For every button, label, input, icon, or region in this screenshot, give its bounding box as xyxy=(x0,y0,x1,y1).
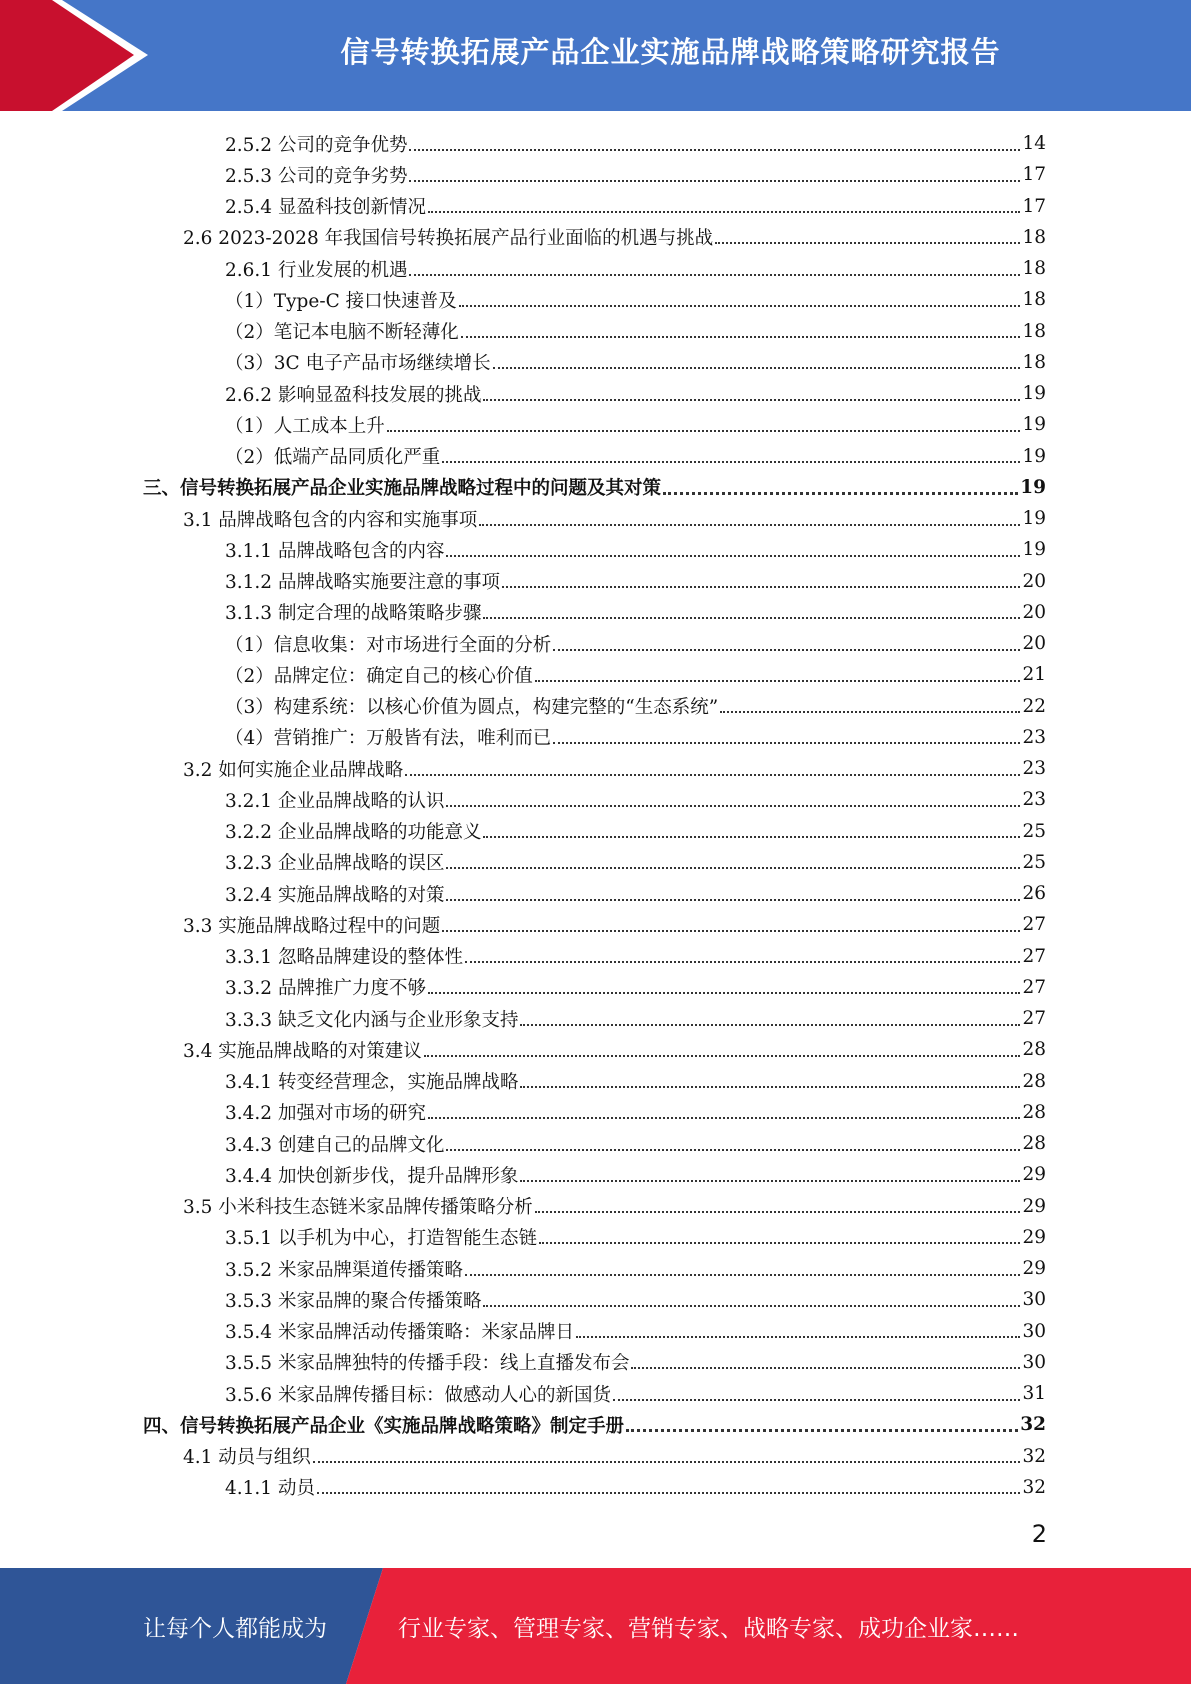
toc-leader-dots xyxy=(502,586,1020,588)
toc-entry[interactable] xyxy=(183,503,1046,534)
toc-leader-dots xyxy=(409,180,1020,182)
toc-entry[interactable] xyxy=(225,628,1046,659)
toc-leader-dots xyxy=(613,1399,1020,1401)
toc-entry-page: 32 xyxy=(1022,1445,1046,1467)
toc-entry-title: 3.5.1 以手机为中心，打造智能生态链 xyxy=(225,1228,537,1250)
toc-entry-title: （2）品牌定位：确定自己的核心价值 xyxy=(225,665,533,687)
toc-leader-dots xyxy=(483,836,1020,838)
toc-entry[interactable] xyxy=(225,1316,1046,1347)
toc-entry[interactable] xyxy=(225,566,1046,597)
toc-entry-page: 14 xyxy=(1022,133,1046,154)
toc-entry-page: 19 xyxy=(1020,476,1046,498)
toc-entry-page: 27 xyxy=(1022,914,1046,936)
toc-leader-dots xyxy=(535,1211,1021,1213)
toc-entry-page: 27 xyxy=(1022,1008,1046,1029)
toc-entry-title: 3.4 实施品牌战略的对策建议 xyxy=(183,1040,422,1062)
toc-entry-title: 3.2.3 企业品牌战略的误区 xyxy=(225,853,445,875)
toc-entry[interactable] xyxy=(225,1159,1046,1190)
toc-entry[interactable] xyxy=(225,784,1046,815)
toc-entry-title: （2）笔记本电脑不断轻薄化 xyxy=(225,322,459,343)
toc-entry-title: 3.1.1 品牌战略包含的内容 xyxy=(225,540,445,562)
toc-entry[interactable] xyxy=(225,1472,1046,1503)
toc-entry-title: 3.3 实施品牌战略过程中的问题 xyxy=(183,915,441,937)
toc-entry-page: 32 xyxy=(1020,1414,1046,1436)
header-arrow-decoration xyxy=(0,0,160,111)
toc-leader-dots xyxy=(409,149,1020,151)
toc-entry-page: 28 xyxy=(1022,1070,1046,1092)
toc-entry[interactable] xyxy=(225,378,1046,409)
toc-entry[interactable] xyxy=(225,1253,1046,1284)
toc-entry[interactable] xyxy=(225,1003,1046,1034)
toc-leader-dots xyxy=(483,399,1020,401)
toc-leader-dots xyxy=(313,1461,1021,1463)
toc-entry-title: 3.4.1 转变经营理念，实施品牌战略 xyxy=(225,1072,519,1093)
toc-entry[interactable] xyxy=(225,941,1046,972)
toc-entry-page: 17 xyxy=(1022,164,1046,186)
toc-leader-dots xyxy=(663,492,1018,495)
toc-leader-dots xyxy=(483,617,1020,619)
toc-entry-page: 30 xyxy=(1022,1320,1046,1342)
toc-entry-title: 3.3.2 品牌推广力度不够 xyxy=(225,978,426,1000)
toc-entry[interactable] xyxy=(225,972,1046,1003)
toc-entry[interactable] xyxy=(183,1441,1046,1472)
toc-entry-title: （1）Type-C 接口快速普及 xyxy=(225,290,457,312)
toc-entry-title: 3.2.1 企业品牌战略的认识 xyxy=(225,790,445,812)
toc-entry-title: （2）低端产品同质化严重 xyxy=(225,447,441,468)
toc-entry-page: 20 xyxy=(1022,601,1046,623)
toc-entry-title: 3.5.2 米家品牌渠道传播策略 xyxy=(225,1259,463,1281)
toc-entry-title: 3.2.2 企业品牌战略的功能意义 xyxy=(225,822,482,843)
document-title: 信号转换拓展产品企业实施品牌战略策略研究报告 xyxy=(340,34,1001,69)
toc-entry-title: 4.1.1 动员 xyxy=(225,1478,315,1500)
toc-entry[interactable] xyxy=(225,1222,1046,1253)
toc-entry-page: 25 xyxy=(1022,851,1046,873)
toc-entry-page: 26 xyxy=(1022,883,1046,904)
toc-entry-title: （1）人工成本上升 xyxy=(225,415,385,437)
toc-leader-dots xyxy=(465,1274,1020,1276)
toc-entry[interactable] xyxy=(225,597,1046,628)
toc-leader-dots xyxy=(520,1180,1020,1182)
toc-entry-page: 18 xyxy=(1022,258,1046,279)
toc-leader-dots xyxy=(446,867,1020,869)
toc-leader-dots xyxy=(539,1242,1020,1244)
toc-leader-dots xyxy=(442,930,1020,932)
toc-entry-page: 20 xyxy=(1022,570,1046,592)
toc-entry[interactable] xyxy=(225,1066,1046,1097)
toc-entry-page: 23 xyxy=(1022,789,1046,811)
toc-entry[interactable] xyxy=(225,816,1046,847)
toc-leader-dots xyxy=(387,430,1021,432)
footer-slogan-left: 让每个人都能成为 xyxy=(143,1615,327,1642)
toc-leader-dots xyxy=(576,1336,1020,1338)
toc-entry[interactable] xyxy=(225,1284,1046,1315)
toc-entry[interactable] xyxy=(225,847,1046,878)
toc-entry-title: 2.5.4 显盈科技创新情况 xyxy=(225,197,426,218)
toc-entry[interactable] xyxy=(183,1191,1046,1222)
toc-leader-dots xyxy=(535,680,1021,682)
toc-leader-dots xyxy=(553,742,1020,744)
toc-entry-page: 30 xyxy=(1022,1351,1046,1373)
toc-leader-dots xyxy=(520,1086,1020,1088)
toc-entry[interactable] xyxy=(225,409,1046,440)
toc-entry-title: 4.1 动员与组织 xyxy=(183,1447,311,1468)
toc-entry-title: （3）构建系统：以核心价值为圆点，构建完整的“生态系统” xyxy=(225,697,719,718)
toc-entry[interactable] xyxy=(225,534,1046,565)
toc-entry-title: 2.5.2 公司的竞争优势 xyxy=(225,134,408,156)
toc-entry[interactable] xyxy=(225,878,1046,909)
toc-entry[interactable] xyxy=(225,159,1046,190)
toc-leader-dots xyxy=(459,305,1021,307)
toc-entry[interactable] xyxy=(183,1034,1046,1065)
toc-leader-dots xyxy=(446,899,1020,901)
toc-leader-dots xyxy=(461,336,1021,338)
toc-entry[interactable] xyxy=(225,284,1046,315)
toc-entry-page: 27 xyxy=(1022,976,1046,998)
toc-entry-page: 23 xyxy=(1022,726,1046,748)
toc-leader-dots xyxy=(626,1429,1018,1432)
toc-entry-title: 3.1.2 品牌战略实施要注意的事项 xyxy=(225,572,500,593)
toc-entry-title: 3.5.5 米家品牌独特的传播手段：线上直播发布会 xyxy=(225,1353,630,1375)
toc-entry-page: 28 xyxy=(1022,1133,1046,1154)
toc-leader-dots xyxy=(553,649,1020,651)
toc-entry-page: 25 xyxy=(1022,820,1046,842)
toc-entry-page: 20 xyxy=(1022,633,1046,654)
toc-leader-dots xyxy=(720,711,1020,713)
toc-entry-title: 3.3.3 缺乏文化内涵与企业形象支持 xyxy=(225,1009,519,1031)
toc-leader-dots xyxy=(317,1492,1021,1494)
toc-entry[interactable] xyxy=(225,1347,1046,1378)
toc-entry-title: 2.6 2023-2028 年我国信号转换拓展产品行业面临的机遇与挑战 xyxy=(183,228,714,250)
toc-leader-dots xyxy=(446,1149,1020,1151)
toc-leader-dots xyxy=(446,555,1020,557)
toc-entry-page: 19 xyxy=(1022,508,1046,529)
toc-entry-title: （1）信息收集：对市场进行全面的分析 xyxy=(225,634,552,656)
toc-entry-title: 3.4.3 创建自己的品牌文化 xyxy=(225,1134,445,1156)
toc-leader-dots xyxy=(465,961,1020,963)
toc-entry-page: 22 xyxy=(1022,695,1046,717)
toc-entry[interactable] xyxy=(143,472,1046,503)
toc-leader-dots xyxy=(446,805,1020,807)
footer-band xyxy=(0,1568,1191,1684)
toc-entry[interactable] xyxy=(225,128,1046,159)
toc-entry-title: 3.5.3 米家品牌的聚合传播策略 xyxy=(225,1290,482,1312)
toc-entry-page: 29 xyxy=(1022,1195,1046,1217)
toc-entry-title: （4）营销推广：万般皆有法，唯利而已 xyxy=(225,728,552,750)
toc-leader-dots xyxy=(520,1024,1020,1026)
toc-entry[interactable] xyxy=(225,316,1046,347)
toc-leader-dots xyxy=(405,774,1020,776)
toc-entry-page: 29 xyxy=(1022,1258,1046,1279)
toc-entry[interactable] xyxy=(183,222,1046,253)
toc-entry-page: 18 xyxy=(1022,320,1046,342)
toc-entry-title: 2.6.1 行业发展的机遇 xyxy=(225,259,408,281)
toc-entry[interactable] xyxy=(225,253,1046,284)
toc-entry-title: 3.5 小米科技生态链米家品牌传播策略分析 xyxy=(183,1197,533,1218)
toc-entry[interactable] xyxy=(183,753,1046,784)
toc-entry-page: 21 xyxy=(1022,664,1046,686)
toc-entry-page: 19 xyxy=(1022,445,1046,467)
toc-entry-title: 3.1.3 制定合理的战略策略步骤 xyxy=(225,603,482,625)
toc-entry-page: 18 xyxy=(1022,351,1046,373)
toc-entry-page: 19 xyxy=(1022,414,1046,436)
toc-entry-page: 18 xyxy=(1022,226,1046,248)
toc-entry-page: 17 xyxy=(1022,195,1046,217)
toc-entry-title: 3.4.2 加强对市场的研究 xyxy=(225,1103,426,1125)
toc-entry-title: 3.1 品牌战略包含的内容和实施事项 xyxy=(183,509,478,531)
toc-entry[interactable] xyxy=(143,1409,1046,1440)
toc-entry-page: 30 xyxy=(1022,1289,1046,1311)
toc-leader-dots xyxy=(631,1367,1020,1369)
toc-entry-title: 3.4.4 加快创新步伐，提升品牌形象 xyxy=(225,1165,519,1187)
toc-leader-dots xyxy=(479,524,1020,526)
toc-entry[interactable] xyxy=(225,347,1046,378)
toc-entry-page: 19 xyxy=(1022,383,1046,404)
toc-entry-title: 2.5.3 公司的竞争劣势 xyxy=(225,165,408,187)
toc-entry[interactable] xyxy=(225,191,1046,222)
toc-entry[interactable] xyxy=(225,722,1046,753)
toc-entry-page: 31 xyxy=(1022,1383,1046,1404)
toc-leader-dots xyxy=(409,274,1020,276)
toc-entry-title: 2.6.2 影响显盈科技发展的挑战 xyxy=(225,384,482,406)
toc-entry[interactable] xyxy=(225,1128,1046,1159)
toc-entry-page: 27 xyxy=(1022,945,1046,967)
toc-leader-dots xyxy=(428,992,1020,994)
toc-leader-dots xyxy=(428,211,1020,213)
toc-entry-page: 28 xyxy=(1022,1101,1046,1123)
toc-leader-dots xyxy=(715,242,1020,244)
toc-leader-dots xyxy=(483,1305,1020,1307)
toc-entry-page: 19 xyxy=(1022,539,1046,561)
page-number: 2 xyxy=(1031,1520,1047,1548)
toc-entry[interactable] xyxy=(225,659,1046,690)
toc-entry-page: 18 xyxy=(1022,289,1046,311)
toc-entry-title: 3.2 如何实施企业品牌战略 xyxy=(183,759,404,781)
toc-entry-title: （3）3C 电子产品市场继续增长 xyxy=(225,353,491,375)
toc-entry-title: 3.2.4 实施品牌战略的对策 xyxy=(225,884,445,906)
toc-entry-title: 3.3.1 忽略品牌建设的整体性 xyxy=(225,947,463,968)
toc-entry-title: 3.5.4 米家品牌活动传播策略：米家品牌日 xyxy=(225,1322,574,1343)
footer-slogan-right: 行业专家、管理专家、营销专家、战略专家、成功企业家…… xyxy=(398,1615,1019,1642)
toc-entry-page: 23 xyxy=(1022,758,1046,779)
toc-entry[interactable] xyxy=(225,691,1046,722)
toc-entry-title: 三、信号转换拓展产品企业实施品牌战略过程中的问题及其对策 xyxy=(143,478,662,500)
toc-leader-dots xyxy=(442,461,1020,463)
toc-leader-dots xyxy=(428,1117,1020,1119)
toc-entry-page: 29 xyxy=(1022,1164,1046,1186)
toc-entry-page: 28 xyxy=(1022,1039,1046,1061)
header-band xyxy=(0,0,1191,111)
toc-entry[interactable] xyxy=(225,1097,1046,1128)
toc-leader-dots xyxy=(493,367,1021,369)
toc-entry[interactable] xyxy=(225,1378,1046,1409)
toc-entry-title: 四、信号转换拓展产品企业《实施品牌战略策略》制定手册 xyxy=(143,1415,625,1437)
toc-entry-page: 29 xyxy=(1022,1226,1046,1248)
toc-leader-dots xyxy=(424,1055,1021,1057)
toc-entry[interactable] xyxy=(183,909,1046,940)
toc-entry-title: 3.5.6 米家品牌传播目标：做感动人心的新国货 xyxy=(225,1384,611,1406)
toc-entry-page: 32 xyxy=(1022,1476,1046,1498)
toc-entry[interactable] xyxy=(225,441,1046,472)
